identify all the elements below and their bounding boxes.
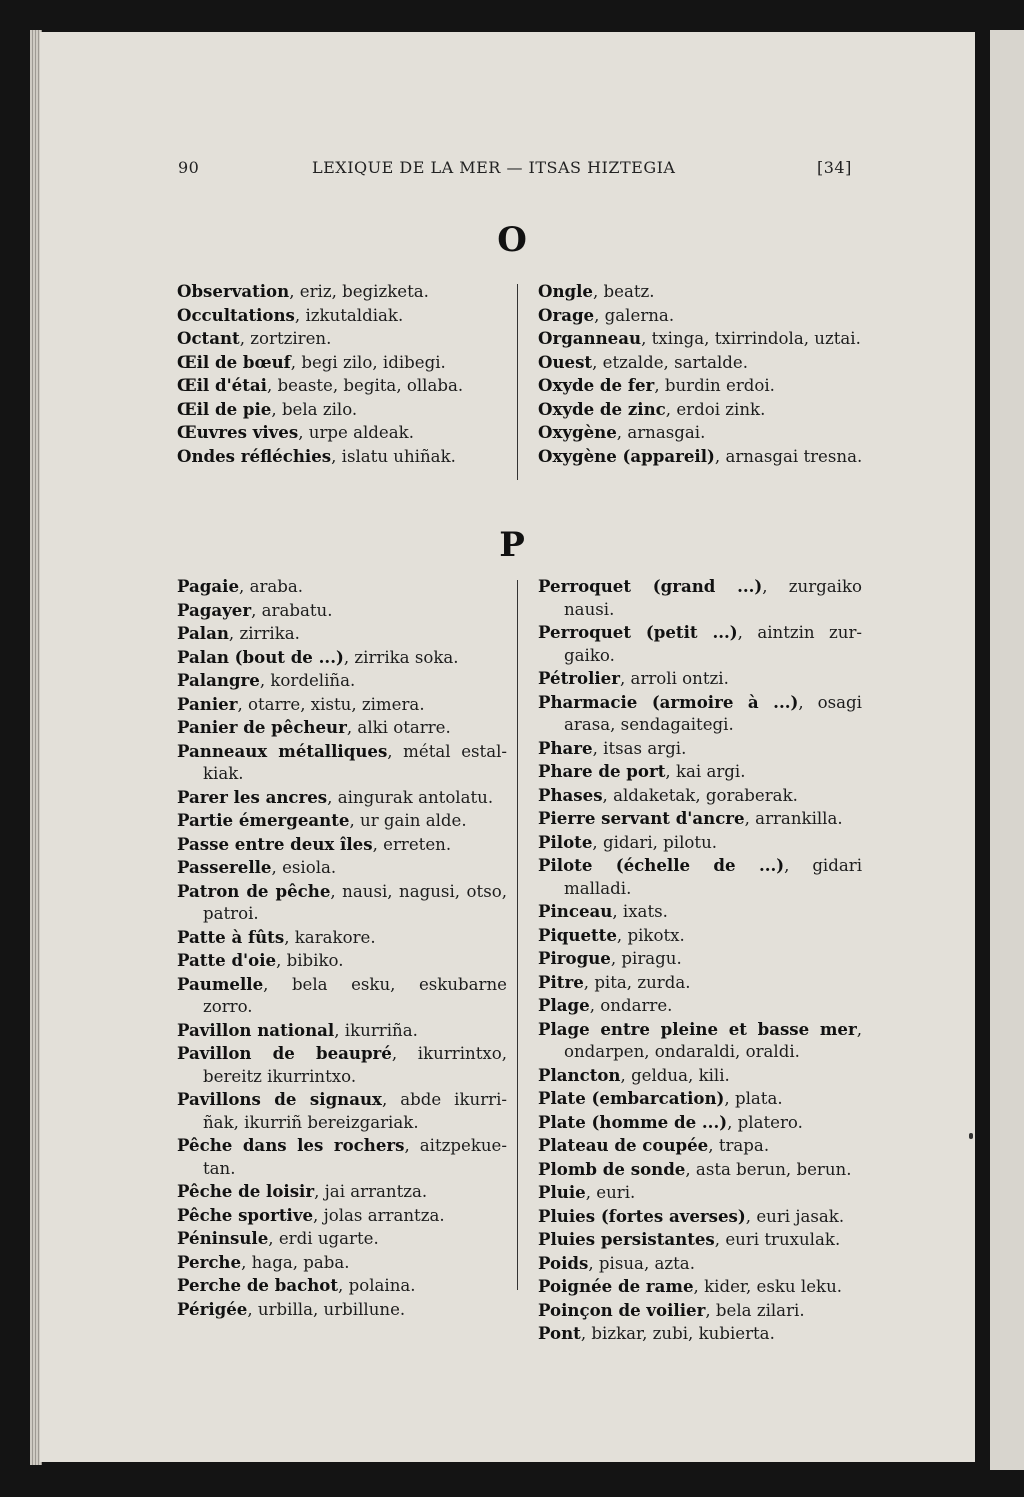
- entry-term: Patron de pêche: [177, 880, 331, 901]
- entry-term: Phases: [538, 784, 603, 805]
- entry-term: Pitre: [538, 971, 584, 992]
- dictionary-entry: Pluie, euri.: [538, 1182, 636, 1202]
- entry-definition: txinga, txirrindola, uztai.: [651, 329, 861, 348]
- dictionary-entry: Plate (homme de ...), platero.: [538, 1111, 803, 1132]
- dictionary-entry: Phases, aldaketak, goraberak.: [538, 784, 798, 805]
- speck-mark: [969, 1133, 973, 1139]
- entry-definition: erdi ugarte.: [278, 1229, 379, 1248]
- entry-term: Pirogue: [538, 948, 611, 968]
- dictionary-entry: Paumelle, bela esku, eskubarne zorro.: [177, 973, 507, 1016]
- dictionary-entry: Ongle, beatz.: [538, 281, 655, 301]
- dictionary-entry: Plateau de coupée, trapa.: [538, 1135, 770, 1155]
- entry-term: Patte d'oie: [177, 950, 277, 970]
- entry-definition: pikotx.: [627, 925, 685, 945]
- dictionary-entry: Orage, galerna.: [538, 304, 675, 325]
- entry-term: Poignée de rame: [538, 1276, 694, 1296]
- entry-term: Oxyde de zinc: [538, 398, 666, 419]
- entry-definition: kider, esku leku.: [704, 1277, 843, 1296]
- dictionary-entry: Pitre, pita, zurda.: [538, 971, 691, 992]
- entry-term: Pluies (fortes averses): [538, 1205, 746, 1226]
- entry-term: Pluies persistantes: [538, 1229, 715, 1249]
- entry-definition: arnasgai.: [627, 423, 706, 442]
- entry-term: Ondes réfléchies: [177, 445, 332, 466]
- dictionary-entry: Œil d'étai, beaste, begita, ollaba.: [177, 375, 464, 395]
- dictionary-entry: Plate (embarcation), plata.: [538, 1088, 783, 1108]
- entry-term: Oxygène (appareil): [538, 445, 715, 466]
- entry-definition: geldua, kili.: [631, 1065, 730, 1085]
- entry-definition: arabatu.: [261, 600, 333, 620]
- entry-definition: jai arrantza.: [324, 1182, 428, 1201]
- entry-term: Panier: [177, 693, 238, 714]
- entry-definition: araba.: [249, 577, 304, 596]
- dictionary-entry: Œil de bœuf, begi zilo, idibegi.: [177, 351, 446, 372]
- entry-definition: arnasgai tresna.: [725, 446, 863, 466]
- dictionary-entry: Pluies persistantes, euri truxulak.: [538, 1229, 841, 1249]
- entry-term: Ouest: [538, 351, 593, 372]
- entry-definition: alki otarre.: [357, 718, 451, 737]
- dictionary-entry: Pinceau, ixats.: [538, 901, 668, 921]
- entry-term: Pagayer: [177, 599, 252, 620]
- dictionary-entry: Perroquet (grand ...), zurgaiko nausi.: [538, 576, 862, 619]
- dictionary-entry: Pêche dans les rochers, aitzpekue-tan.: [177, 1135, 507, 1178]
- entry-definition: ur gain alde.: [360, 811, 467, 830]
- dictionary-entry: Pêche de loisir, jai arrantza.: [177, 1181, 428, 1201]
- dictionary-entry: Pagaie, araba.: [177, 576, 304, 596]
- entry-definition: bela esku, eskubarne zorro.: [203, 974, 507, 1016]
- entry-term: Pavillon national: [177, 1019, 335, 1040]
- entry-definition: osagi arasa, sendagaitegi.: [564, 692, 862, 734]
- dictionary-entry: Palangre, kordeliña.: [177, 670, 356, 690]
- entry-definition: bibiko.: [286, 951, 344, 970]
- entry-definition: esiola.: [282, 858, 337, 877]
- entry-definition: burdin erdoi.: [664, 376, 775, 395]
- entry-definition: platero.: [737, 1112, 803, 1132]
- entry-term: Perroquet (grand ...): [538, 576, 763, 596]
- dictionary-entry: Ondes réfléchies, islatu uhiñak.: [177, 445, 456, 466]
- entry-term: Péninsule: [177, 1228, 269, 1248]
- dictionary-entry: Partie émergeante, ur gain alde.: [177, 810, 467, 830]
- entry-definition: zortziren.: [250, 329, 332, 348]
- entry-term: Poinçon de voilier: [538, 1299, 706, 1320]
- entry-definition: zurgaiko nausi.: [564, 577, 862, 619]
- dictionary-entry: Pilote, gidari, pilotu.: [538, 831, 718, 852]
- entry-term: Ongle: [538, 281, 593, 301]
- dictionary-entry: Pavillon national, ikurriña.: [177, 1019, 418, 1040]
- entry-term: Phare de port: [538, 761, 666, 781]
- entry-definition: aingurak antolatu.: [337, 787, 494, 807]
- entry-term: Pavillon de beaupré: [177, 1043, 392, 1063]
- dictionary-entry: Poignée de rame, kider, esku leku.: [538, 1276, 843, 1296]
- dictionary-entry: Observation, eriz, begizketa.: [177, 281, 429, 301]
- dictionary-entry: Perroquet (petit ...), aintzin zur-gaiko.: [538, 622, 862, 665]
- entry-term: Orage: [538, 304, 595, 325]
- dictionary-entry: Pirogue, piragu.: [538, 948, 682, 968]
- dictionary-entry: Patte d'oie, bibiko.: [177, 950, 344, 970]
- entry-term: Oxygène: [538, 422, 617, 442]
- entry-term: Plage entre pleine et basse mer: [538, 1018, 857, 1039]
- dictionary-entry: Pétrolier, arroli ontzi.: [538, 668, 729, 688]
- entry-definition: ikurriña.: [344, 1020, 418, 1040]
- dictionary-entry: Péninsule, erdi ugarte.: [177, 1228, 379, 1248]
- letter-heading-p: P: [499, 525, 525, 565]
- entry-term: Plate (homme de ...): [538, 1111, 728, 1132]
- entry-term: Plateau de coupée: [538, 1135, 709, 1155]
- column-p-right: [538, 575, 862, 1346]
- column-divider: [517, 580, 518, 1290]
- dictionary-entry: Oxyde de fer, burdin erdoi.: [538, 375, 775, 395]
- entry-term: Octant: [177, 328, 240, 348]
- dictionary-entry: Passe entre deux îles, erreten.: [177, 833, 452, 854]
- entry-definition: kordeliña.: [270, 671, 356, 690]
- entry-definition: etzalde, sartalde.: [602, 352, 749, 372]
- entry-definition: plata.: [734, 1089, 783, 1108]
- dictionary-entry: Pavillon de beaupré, ikurrintxo, bereitz ikurrintxo.: [177, 1043, 507, 1086]
- dictionary-entry: Panier de pêcheur, alki otarre.: [177, 717, 451, 737]
- entry-term: Pluie: [538, 1182, 586, 1202]
- entry-definition: ixats.: [622, 902, 668, 921]
- entry-definition: abde ikurri-ñak, ikurriñ bereizgariak.: [203, 1090, 507, 1132]
- entry-term: Perroquet (petit ...): [538, 622, 738, 642]
- entry-term: Pêche sportive: [177, 1204, 314, 1225]
- entry-term: Œil d'étai: [177, 375, 267, 395]
- entry-definition: gidari, pilotu.: [602, 832, 718, 852]
- entry-term: Poids: [538, 1252, 589, 1273]
- entry-term: Œil de bœuf: [177, 351, 291, 372]
- entry-definition: arroli ontzi.: [630, 669, 729, 688]
- dictionary-entry: Œil de pie, bela zilo.: [177, 398, 358, 419]
- dictionary-entry: Perche, haga, paba.: [177, 1251, 350, 1272]
- entry-definition: métal estal-kiak.: [203, 741, 507, 783]
- entry-definition: haga, paba.: [251, 1252, 350, 1272]
- column-o-left: [177, 280, 507, 468]
- entry-definition: otarre, xistu, zimera.: [248, 694, 425, 714]
- entry-term: Panneaux métalliques: [177, 740, 388, 761]
- entry-term: Panier de pêcheur: [177, 717, 347, 737]
- entry-term: Oxyde de fer: [538, 375, 655, 395]
- dictionary-entry: Panneaux métalliques, métal estal-kiak.: [177, 740, 507, 783]
- dictionary-entry: Pilote (échelle de ...), gidari malladi.: [538, 855, 862, 898]
- dictionary-entry: Plancton, geldua, kili.: [538, 1064, 730, 1085]
- entry-definition: euri jasak.: [756, 1206, 845, 1226]
- dictionary-entry: Palan (bout de ...), zirrika soka.: [177, 646, 459, 667]
- entry-definition: begi zilo, idibegi.: [301, 352, 446, 372]
- entry-definition: asta berun, berun.: [695, 1159, 852, 1179]
- dictionary-entry: Phare de port, kai argi.: [538, 761, 746, 781]
- entry-definition: aitzpekue-tan.: [203, 1136, 507, 1178]
- entry-term: Pagaie: [177, 576, 239, 596]
- entry-definition: izkutaldiak.: [305, 305, 404, 325]
- entry-term: Plage: [538, 995, 590, 1015]
- entry-term: Passerelle: [177, 857, 272, 877]
- dictionary-entry: Phare, itsas argi.: [538, 737, 687, 758]
- dictionary-entry: Patte à fûts, karakore.: [177, 926, 376, 947]
- entry-definition: bizkar, zubi, kubierta.: [591, 1324, 775, 1343]
- column-o-right: [538, 280, 868, 468]
- entry-definition: beaste, begita, ollaba.: [277, 376, 464, 395]
- dictionary-entry: Périgée, urbilla, urbillune.: [177, 1298, 406, 1319]
- entry-definition: bela zilari.: [715, 1300, 805, 1320]
- entry-definition: ikurrintxo, bereitz ikurrintxo.: [203, 1044, 507, 1086]
- entry-term: Organneau: [538, 328, 642, 348]
- dictionary-entry: Pierre servant d'ancre, arrankilla.: [538, 808, 843, 828]
- entry-term: Parer les ancres: [177, 786, 328, 807]
- entry-definition: beatz.: [603, 282, 655, 301]
- dictionary-entry: Parer les ancres, aingurak antolatu.: [177, 786, 494, 807]
- entry-term: Passe entre deux îles: [177, 833, 373, 854]
- dictionary-entry: Oxygène, arnasgai.: [538, 422, 706, 442]
- section-number: [34]: [817, 158, 852, 177]
- dictionary-entry: Patron de pêche, nausi, nagusi, otso, patroi.: [177, 880, 507, 923]
- entry-definition: islatu uhiñak.: [341, 446, 456, 466]
- entry-term: Occultations: [177, 304, 295, 325]
- entry-definition: urpe aldeak.: [308, 423, 414, 442]
- dictionary-entry: Plage, ondarre.: [538, 995, 673, 1015]
- dictionary-entry: Pharmacie (armoire à ...), osagi arasa, sendagaitegi.: [538, 691, 862, 734]
- entry-term: Palangre: [177, 670, 260, 690]
- entry-definition: gidari malladi.: [564, 856, 862, 898]
- dictionary-entry: Ouest, etzalde, sartalde.: [538, 351, 749, 372]
- dictionary-entry: Perche de bachot, polaina.: [177, 1275, 416, 1295]
- entry-definition: trapa.: [718, 1136, 770, 1155]
- entry-term: Plate (embarcation): [538, 1088, 725, 1108]
- entry-term: Pont: [538, 1323, 581, 1343]
- entry-term: Pilote (échelle de ...): [538, 855, 785, 875]
- entry-term: Piquette: [538, 924, 617, 945]
- dictionary-entry: Octant, zortziren.: [177, 328, 332, 348]
- dictionary-entry: Occultations, izkutaldiak.: [177, 304, 404, 325]
- dictionary-entry: Palan, zirrika.: [177, 623, 300, 643]
- dictionary-entry: Organneau, txinga, txirrindola, uztai.: [538, 328, 861, 348]
- entry-term: Pharmacie (armoire à ...): [538, 691, 799, 712]
- entry-definition: aldaketak, goraberak.: [613, 785, 798, 805]
- entry-definition: nausi, nagusi, otso, patroi.: [203, 881, 507, 923]
- column-divider: [517, 284, 518, 480]
- entry-term: Pétrolier: [538, 668, 620, 688]
- dictionary-entry: Poids, pisua, azta.: [538, 1252, 695, 1273]
- dictionary-entry: Poinçon de voilier, bela zilari.: [538, 1299, 805, 1320]
- entry-definition: arrankilla.: [755, 809, 843, 828]
- entry-term: Partie émergeante: [177, 810, 350, 830]
- dictionary-entry: Oxyde de zinc, erdoi zink.: [538, 398, 766, 419]
- entry-definition: pisua, azta.: [598, 1253, 695, 1273]
- dictionary-entry: Passerelle, esiola.: [177, 857, 337, 877]
- entry-definition: urbilla, urbillune.: [257, 1299, 406, 1319]
- dictionary-entry: Oxygène (appareil), arnasgai tresna.: [538, 445, 863, 466]
- dictionary-entry: Pluies (fortes averses), euri jasak.: [538, 1205, 845, 1226]
- entry-term: Pinceau: [538, 901, 613, 921]
- entry-definition: itsas argi.: [603, 738, 687, 758]
- dictionary-entry: Pont, bizkar, zubi, kubierta.: [538, 1323, 775, 1343]
- dictionary-entry: Pavillons de signaux, abde ikurri-ñak, ikurriñ bereizgariak.: [177, 1089, 507, 1132]
- entry-term: Perche: [177, 1251, 242, 1272]
- entry-definition: zirrika soka.: [354, 647, 459, 667]
- entry-definition: eriz, begizketa.: [299, 282, 429, 301]
- entry-term: Œil de pie: [177, 398, 272, 419]
- dictionary-entry: Plomb de sonde, asta berun, berun.: [538, 1158, 852, 1179]
- entry-term: Paumelle: [177, 973, 264, 994]
- column-p-left: [177, 575, 507, 1321]
- entry-term: Œuvres vives: [177, 422, 299, 442]
- entry-term: Palan: [177, 623, 229, 643]
- entry-definition: zirrika.: [239, 624, 300, 643]
- entry-definition: pita, zurda.: [594, 972, 691, 992]
- letter-heading-o: O: [497, 220, 527, 260]
- entry-definition: erreten.: [383, 834, 452, 854]
- entry-term: Patte à fûts: [177, 926, 285, 947]
- entry-term: Pêche de loisir: [177, 1181, 315, 1201]
- entry-definition: ondarre.: [600, 996, 673, 1015]
- dictionary-entry: Piquette, pikotx.: [538, 924, 685, 945]
- entry-term: Observation: [177, 281, 290, 301]
- entry-term: Phare: [538, 737, 593, 758]
- dictionary-entry: Œuvres vives, urpe aldeak.: [177, 422, 414, 442]
- dictionary-entry: Pêche sportive, jolas arrantza.: [177, 1204, 445, 1225]
- entry-definition: polaina.: [348, 1276, 416, 1295]
- entry-definition: euri.: [596, 1183, 636, 1202]
- entry-definition: erdoi zink.: [676, 399, 766, 419]
- entry-term: Pierre servant d'ancre: [538, 808, 745, 828]
- entry-term: Pêche dans les rochers: [177, 1135, 405, 1155]
- entry-definition: piragu.: [621, 949, 682, 968]
- entry-term: Pavillons de signaux: [177, 1089, 382, 1109]
- page-number: 90: [178, 158, 200, 177]
- entry-definition: jolas arrantza.: [323, 1205, 445, 1225]
- entry-term: Plomb de sonde: [538, 1158, 686, 1179]
- entry-definition: karakore.: [294, 927, 376, 947]
- dictionary-entry: Panier, otarre, xistu, zimera.: [177, 693, 425, 714]
- entry-term: Palan (bout de ...): [177, 646, 344, 667]
- entry-definition: euri truxulak.: [725, 1230, 841, 1249]
- entry-definition: kai argi.: [675, 762, 746, 781]
- entry-term: Périgée: [177, 1298, 248, 1319]
- entry-definition: bela zilo.: [281, 399, 358, 419]
- entry-definition: ondarpen, ondaraldi, oraldi.: [564, 1042, 800, 1061]
- entry-definition: galerna.: [604, 305, 675, 325]
- entry-definition: aintzin zur-gaiko.: [564, 623, 862, 665]
- dictionary-entry: Plage entre pleine et basse mer, ondarpen, ondaraldi, oraldi.: [538, 1018, 862, 1061]
- entry-term: Pilote: [538, 831, 593, 852]
- running-title: LEXIQUE DE LA MER — ITSAS HIZTEGIA: [312, 158, 676, 177]
- dictionary-entry: Pagayer, arabatu.: [177, 599, 333, 620]
- entry-term: Perche de bachot: [177, 1275, 339, 1295]
- entry-term: Plancton: [538, 1064, 621, 1085]
